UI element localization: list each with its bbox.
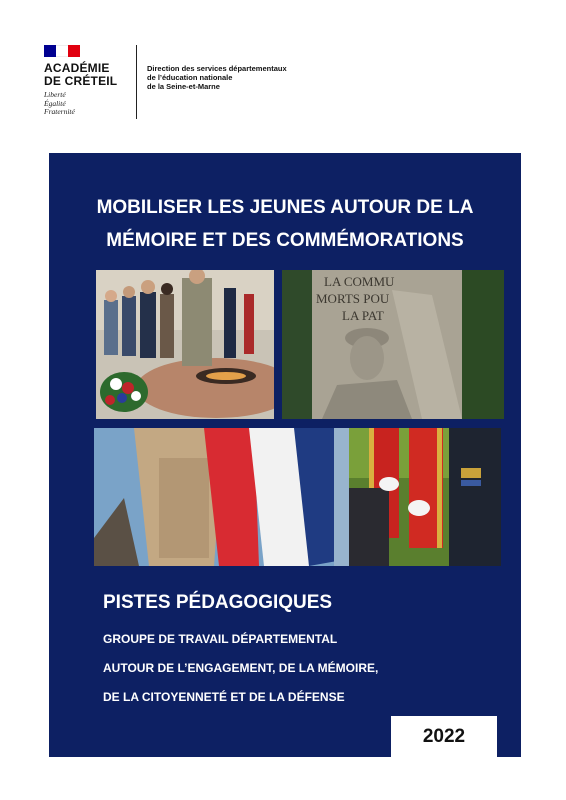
ceremony-photo xyxy=(96,270,274,419)
direction-line3: de la Seine-et-Marne xyxy=(147,82,220,91)
direction-text xyxy=(147,64,287,91)
academy-logo xyxy=(44,45,134,117)
subtitle-line2: AUTOUR DE L’ENGAGEMENT, DE LA MÉMOIRE, xyxy=(103,661,379,675)
arch-flag-photo xyxy=(94,428,391,566)
year-box xyxy=(391,716,497,757)
monument-inscription-line1: LA COMMU xyxy=(324,274,395,289)
direction-line2: de l’éducation nationale xyxy=(147,73,233,82)
cover-title-line1: MOBILISER LES JEUNES AUTOUR DE LA xyxy=(96,197,474,218)
pistes-heading: PISTES PÉDAGOGIQUES xyxy=(103,592,333,613)
motto-fraternite: Fraternité xyxy=(44,107,75,116)
academy-name-line1: ACADÉMIE xyxy=(44,61,110,75)
year-label: 2022 xyxy=(422,725,466,747)
academy-name xyxy=(44,62,134,88)
cover-panel xyxy=(49,153,521,757)
french-flag-icon xyxy=(44,45,80,57)
flag-bearers-photo xyxy=(349,428,501,566)
direction-line1: Direction des services départementaux xyxy=(147,64,287,73)
monument-inscription-line2: MORTS POU xyxy=(316,291,390,306)
republic-motto xyxy=(44,91,134,117)
motto-liberte: Liberté xyxy=(44,90,66,99)
cover-title xyxy=(49,191,521,257)
motto-egalite: Égalité xyxy=(44,98,66,108)
academy-name-line2: DE CRÉTEIL xyxy=(44,74,118,88)
monument-inscription-line3: LA PAT xyxy=(342,308,384,323)
cover-title-line2: MÉMOIRE ET DES COMMÉMORATIONS xyxy=(106,230,464,251)
header-divider xyxy=(136,45,137,119)
subtitle-line3: DE LA CITOYENNETÉ ET DE LA DÉFENSE xyxy=(103,690,345,704)
subtitle-line1: GROUPE DE TRAVAIL DÉPARTEMENTAL xyxy=(103,632,338,646)
monument-photo xyxy=(282,270,504,419)
